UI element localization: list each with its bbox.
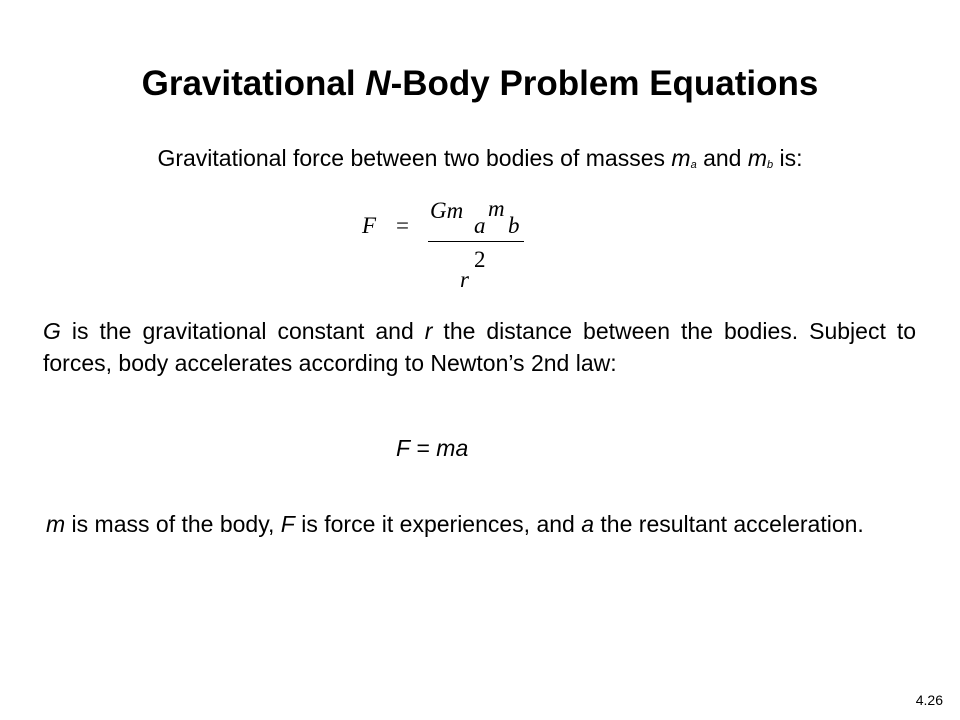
title-prefix: Gravitational: [141, 64, 366, 103]
intro-ending: is:: [773, 145, 803, 171]
gravity-formula: [362, 195, 542, 290]
paragraph-gravitational-constant: [43, 315, 916, 379]
newton-equals: =: [410, 435, 437, 461]
formula-equals: =: [396, 213, 409, 238]
fraction-bar: [428, 241, 524, 242]
mass-subscript-a-text: a: [690, 159, 697, 171]
formula-numerator-a: a: [474, 213, 486, 238]
newton-lhs: F: [396, 435, 411, 461]
newton-equation: [396, 435, 468, 463]
formula-denominator-exponent: 2: [474, 247, 486, 272]
var-g: G: [43, 318, 61, 344]
page-number: 4.26: [915, 692, 943, 708]
intro-conjunction: and: [696, 145, 748, 171]
mass-subscript-b-text: b: [767, 159, 774, 171]
var-f: F: [280, 511, 295, 537]
paragraph-2-text-2: is force it experiences, and: [294, 511, 582, 537]
var-r: r: [424, 318, 433, 344]
paragraph-1-text-1: is the gravitational constant and: [60, 318, 425, 344]
title-n-symbol: N: [365, 64, 391, 103]
intro-sentence: [0, 145, 960, 173]
formula-lhs: F: [362, 213, 377, 238]
newton-rhs: ma: [436, 435, 469, 461]
paragraph-2-text-3: the resultant acceleration.: [594, 511, 864, 537]
formula-numerator-m: m: [488, 196, 505, 221]
paragraph-variables: [46, 508, 914, 540]
formula-numerator-gm: Gm: [430, 198, 464, 223]
formula-denominator-r: r: [460, 267, 469, 292]
slide-title: [0, 64, 960, 104]
formula-numerator-b: b: [508, 213, 520, 238]
paragraph-1-text-2: the distance between the bodies. Subject to forces, body accelerates according to Newton’s 2nd law:: [43, 318, 916, 376]
title-suffix: -Body Problem Equations: [390, 64, 819, 103]
intro-text: Gravitational force between two bodies of masses: [157, 145, 672, 171]
var-a: a: [581, 511, 595, 537]
var-m: m: [46, 511, 66, 537]
mass-symbol-b: m: [747, 145, 768, 171]
mass-symbol-a: m: [671, 145, 691, 171]
paragraph-2-text-1: is mass of the body,: [65, 511, 281, 537]
